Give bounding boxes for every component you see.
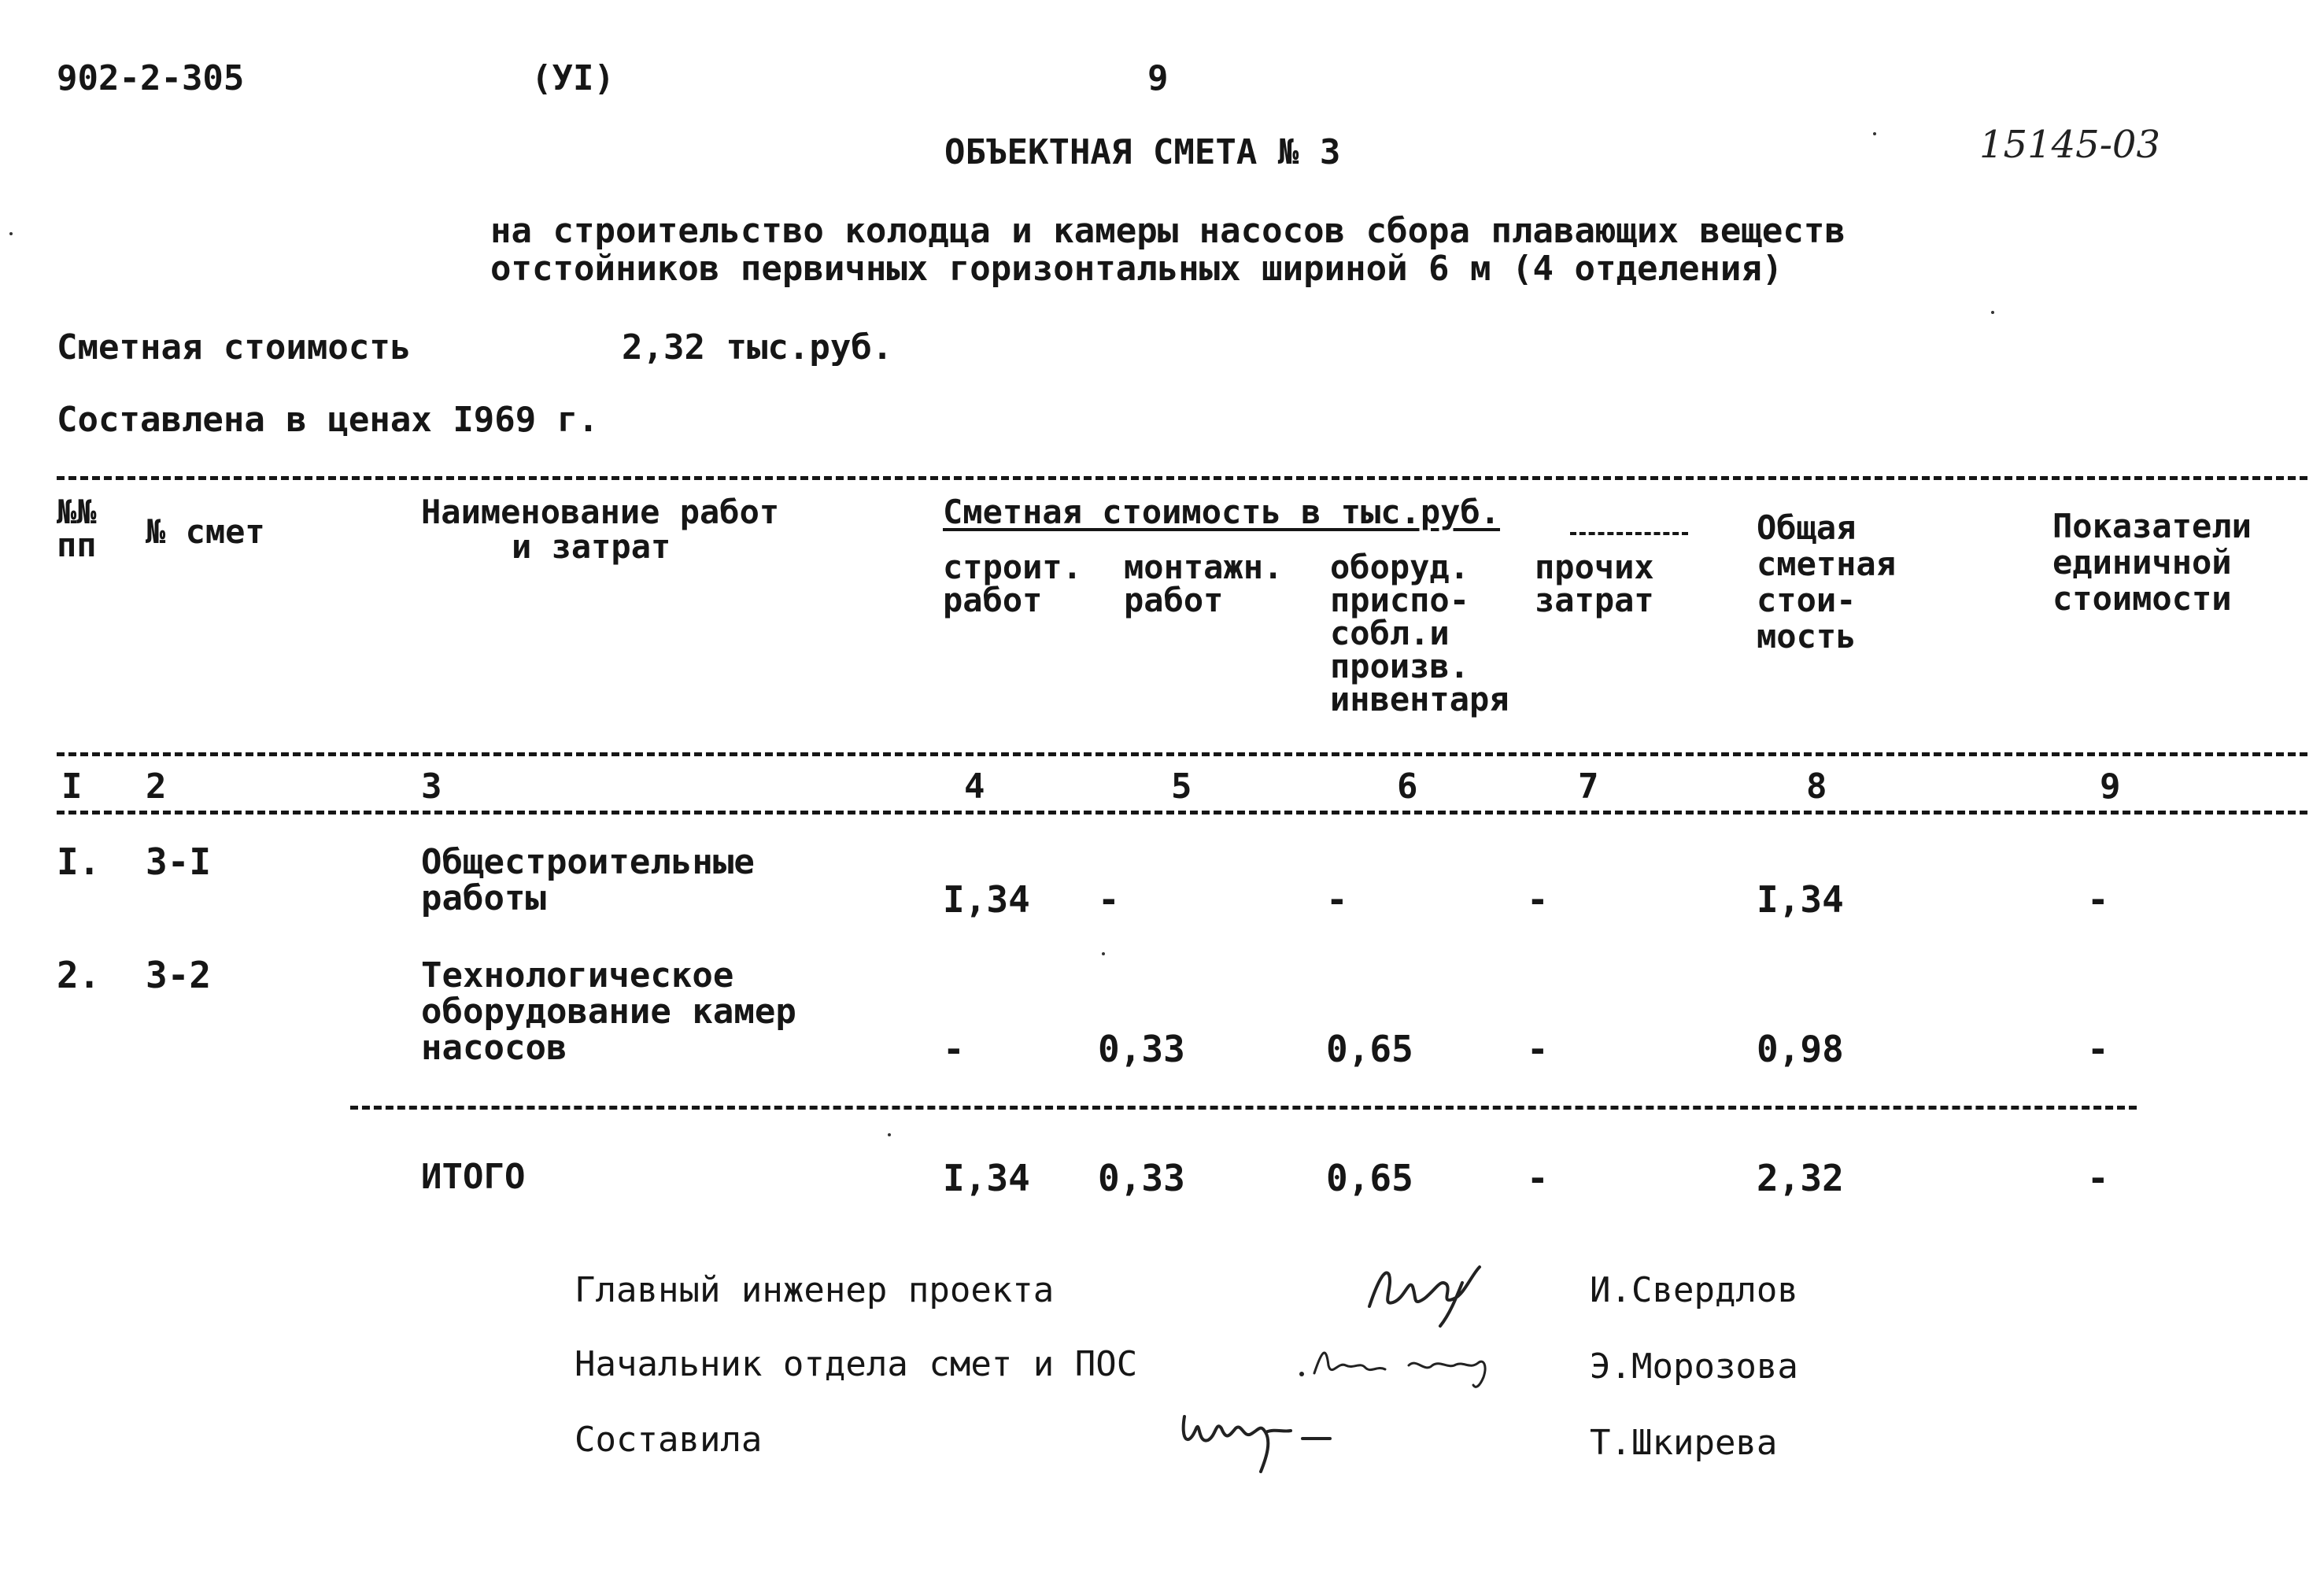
scan-mark [1991,311,1994,314]
total-rule [350,1106,2137,1110]
header-num-line1: №№ [57,493,97,531]
page-number: 9 [1147,58,1169,98]
signature-name-compiler: Т.Шкирева [1590,1423,1778,1463]
row-2-construction: - [943,1028,965,1070]
total-label: ИТОГО [421,1157,526,1197]
total-other: - [1527,1157,1549,1199]
column-number-1: I [61,766,83,807]
table-top-rule [57,476,2307,480]
header-equipment-line5: инвентаря [1330,680,1509,718]
header-cost-group: Сметная стоимость в тыс.руб. [943,493,1501,531]
total-equipment: 0,65 [1326,1157,1413,1199]
handwritten-signature-compiler [1173,1393,1377,1487]
header-name-line1: Наименование работ [421,493,780,531]
header-equipment-line1: оборуд. [1330,548,1470,586]
header-equipment-line4: произв. [1330,647,1470,685]
row-2-equipment: 0,65 [1326,1028,1413,1070]
header-total-line3: стои- [1757,581,1857,619]
column-number-5: 5 [1171,766,1192,807]
column-number-2: 2 [146,766,167,807]
row-1-num: I. [57,840,101,883]
header-unit-cost-line1: Показатели [2052,507,2252,545]
signature-position-estimates-head: Начальник отдела смет и ПОС [575,1344,1138,1384]
estimated-cost-label: Сметная стоимость [57,327,412,368]
row-2-estimate: 3-2 [146,954,212,996]
column-number-3: 3 [421,766,442,807]
header-other-line1: прочих [1535,548,1654,586]
handwritten-signature-chief-engineer [1362,1251,1495,1330]
row-2-total: 0,98 [1757,1028,1844,1070]
header-unit-cost-line3: стоимости [2052,579,2232,618]
header-unit-cost-line2: единичной [2052,543,2232,582]
subtitle-line-2: отстойников первичных горизонтальных шириной 6 м (4 отделения) [490,249,1783,289]
row-1-other: - [1527,878,1549,921]
header-group-rule [1570,532,1688,535]
signature-name-estimates-head: Э.Морозова [1590,1346,1798,1387]
signature-name-chief-engineer: И.Свердлов [1590,1270,1798,1310]
header-installation-line1: монтажн. [1124,548,1284,586]
header-construction-line2: работ [943,581,1043,619]
column-number-7: 7 [1578,766,1599,807]
header-equipment-line3: собл.и [1330,614,1450,652]
header-estimate-number: № смет [146,512,265,551]
total-construction: I,34 [943,1157,1030,1199]
header-installation-line2: работ [1124,581,1224,619]
header-other-line2: затрат [1535,581,1654,619]
scan-mark [9,232,13,235]
scan-mark [1102,952,1105,955]
row-1-name-line1: Общестроительные [421,842,755,882]
row-2-other: - [1527,1028,1549,1070]
column-numbers-top-rule [57,752,2307,756]
column-number-6: 6 [1397,766,1418,807]
scan-mark [1873,132,1876,135]
row-2-name-line2: оборудование камер [421,992,796,1032]
row-2-name-line1: Технологическое [421,955,734,996]
total-total: 2,32 [1757,1157,1844,1199]
row-1-installation: - [1098,878,1120,921]
header-equipment-line2: приспо- [1330,581,1470,619]
row-1-estimate: 3-I [146,840,212,883]
row-2-unit-cost: - [2087,1028,2109,1070]
row-2-name-line3: насосов [421,1028,567,1068]
prices-note: Составлена в ценах I969 г. [57,400,599,440]
document-code: 902-2-305 [57,58,245,98]
row-1-construction: I,34 [943,878,1030,921]
header-construction-line1: строит. [943,548,1083,586]
document-title: ОБЪЕКТНАЯ СМЕТА № 3 [944,132,1341,172]
header-num-line2: пп [57,526,97,564]
column-number-8: 8 [1806,766,1827,807]
estimated-cost-value: 2,32 тыс.руб. [622,327,893,368]
header-name-line2: и затрат [512,527,671,566]
row-1-name-line2: работы [421,878,546,918]
archive-number: 15145-03 [1979,123,2160,167]
column-numbers-bottom-rule [57,811,2307,815]
total-installation: 0,33 [1098,1157,1185,1199]
signature-position-compiler: Составила [575,1420,763,1460]
signature-position-chief-engineer: Главный инженер проекта [575,1270,1055,1310]
header-total-line4: мость [1757,617,1857,656]
row-1-unit-cost: - [2087,878,2109,921]
column-number-4: 4 [964,766,985,807]
subtitle-line-1: на строительство колодца и камеры насосов сбора плавающих веществ [490,211,1846,251]
header-total-line1: Общая [1757,508,1857,547]
section-code: (УI) [531,58,615,98]
total-unit-cost: - [2087,1157,2109,1199]
row-2-installation: 0,33 [1098,1028,1185,1070]
row-1-total: I,34 [1757,878,1844,921]
header-total-line2: сметная [1757,545,1897,583]
row-2-num: 2. [57,954,101,996]
column-number-9: 9 [2100,766,2121,807]
row-1-equipment: - [1326,878,1348,921]
handwritten-signature-estimates-head [1291,1330,1503,1393]
scan-mark [888,1133,891,1136]
